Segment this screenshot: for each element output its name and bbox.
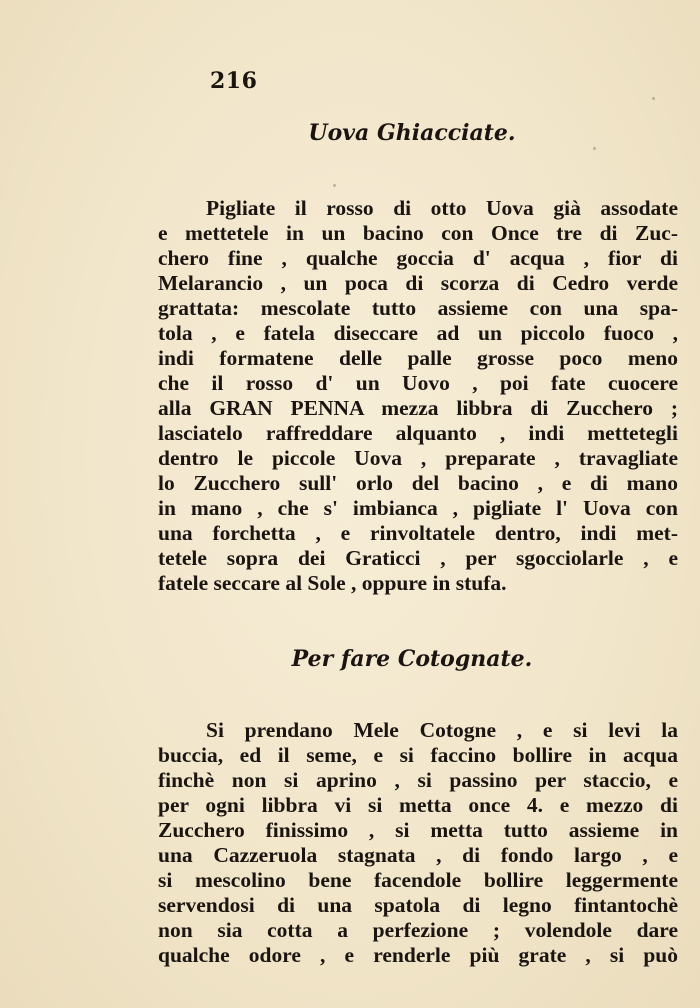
section-title-uova-ghiacciate: Uova Ghiacciate. (308, 120, 516, 146)
text-line: indi formatene delle palle grosse poco meno (158, 346, 678, 370)
text-line: si mescolino bene facendole bollire leggermente (158, 868, 678, 892)
text-line: servendosi di una spatola di legno fintantochè (158, 893, 678, 917)
text-line: Si prendano Mele Cotogne , e si levi la (206, 718, 678, 742)
text-line: dentro le piccole Uova , preparate , travagliate (158, 446, 678, 470)
text-line: Pigliate il rosso di otto Uova già assodate (206, 196, 678, 220)
text-line: finchè non si aprino , si passino per staccio, e (158, 768, 678, 792)
text-line: grattata: mescolate tutto assieme con una spa- (158, 296, 678, 320)
text-line: e mettetele in un bacino con Once tre di Zuc- (158, 221, 678, 245)
text-line: una forchetta , e rinvoltatele dentro, indi met- (158, 521, 678, 545)
text-line: qualche odore , e renderle più grate , si può (158, 943, 678, 967)
text-line: chero fine , qualche goccia d' acqua , fior di (158, 246, 678, 270)
text-line: per ogni libbra vi si metta once 4. e mezzo di (158, 793, 678, 817)
text-line: in mano , che s' imbianca , pigliate l' Uova con (158, 496, 678, 520)
paragraph-uova-ghiacciate (158, 196, 678, 596)
text-line: tetele sopra dei Graticci , per sgocciolarle , e (158, 546, 678, 570)
text-line: che il rosso d' un Uovo , poi fate cuocere (158, 371, 678, 395)
paper-speck (593, 147, 596, 150)
text-line: lasciatelo raffreddare alquanto , indi mettetegli (158, 421, 678, 445)
text-line: non sia cotta a perfezione ; volendole dare (158, 918, 678, 942)
page-number: 216 (210, 68, 258, 94)
paragraph-cotognate (158, 718, 678, 968)
paper-speck (333, 184, 336, 187)
text-line: alla GRAN PENNA mezza libbra di Zucchero ; (158, 396, 678, 420)
paper-speck (652, 97, 655, 100)
text-line: Zucchero finissimo , si metta tutto assieme in (158, 818, 678, 842)
section-title-cotognate: Per fare Cotognate. (291, 646, 533, 672)
text-line: una Cazzeruola stagnata , di fondo largo , e (158, 843, 678, 867)
text-line: Melarancio , un poca di scorza di Cedro verde (158, 271, 678, 295)
text-line: buccia, ed il seme, e si faccino bollire in acqua (158, 743, 678, 767)
text-line: fatele seccare al Sole , oppure in stufa. (158, 571, 507, 595)
text-line: lo Zucchero sull' orlo del bacino , e di mano (158, 471, 678, 495)
text-line: tola , e fatela diseccare ad un piccolo fuoco , (158, 321, 678, 345)
